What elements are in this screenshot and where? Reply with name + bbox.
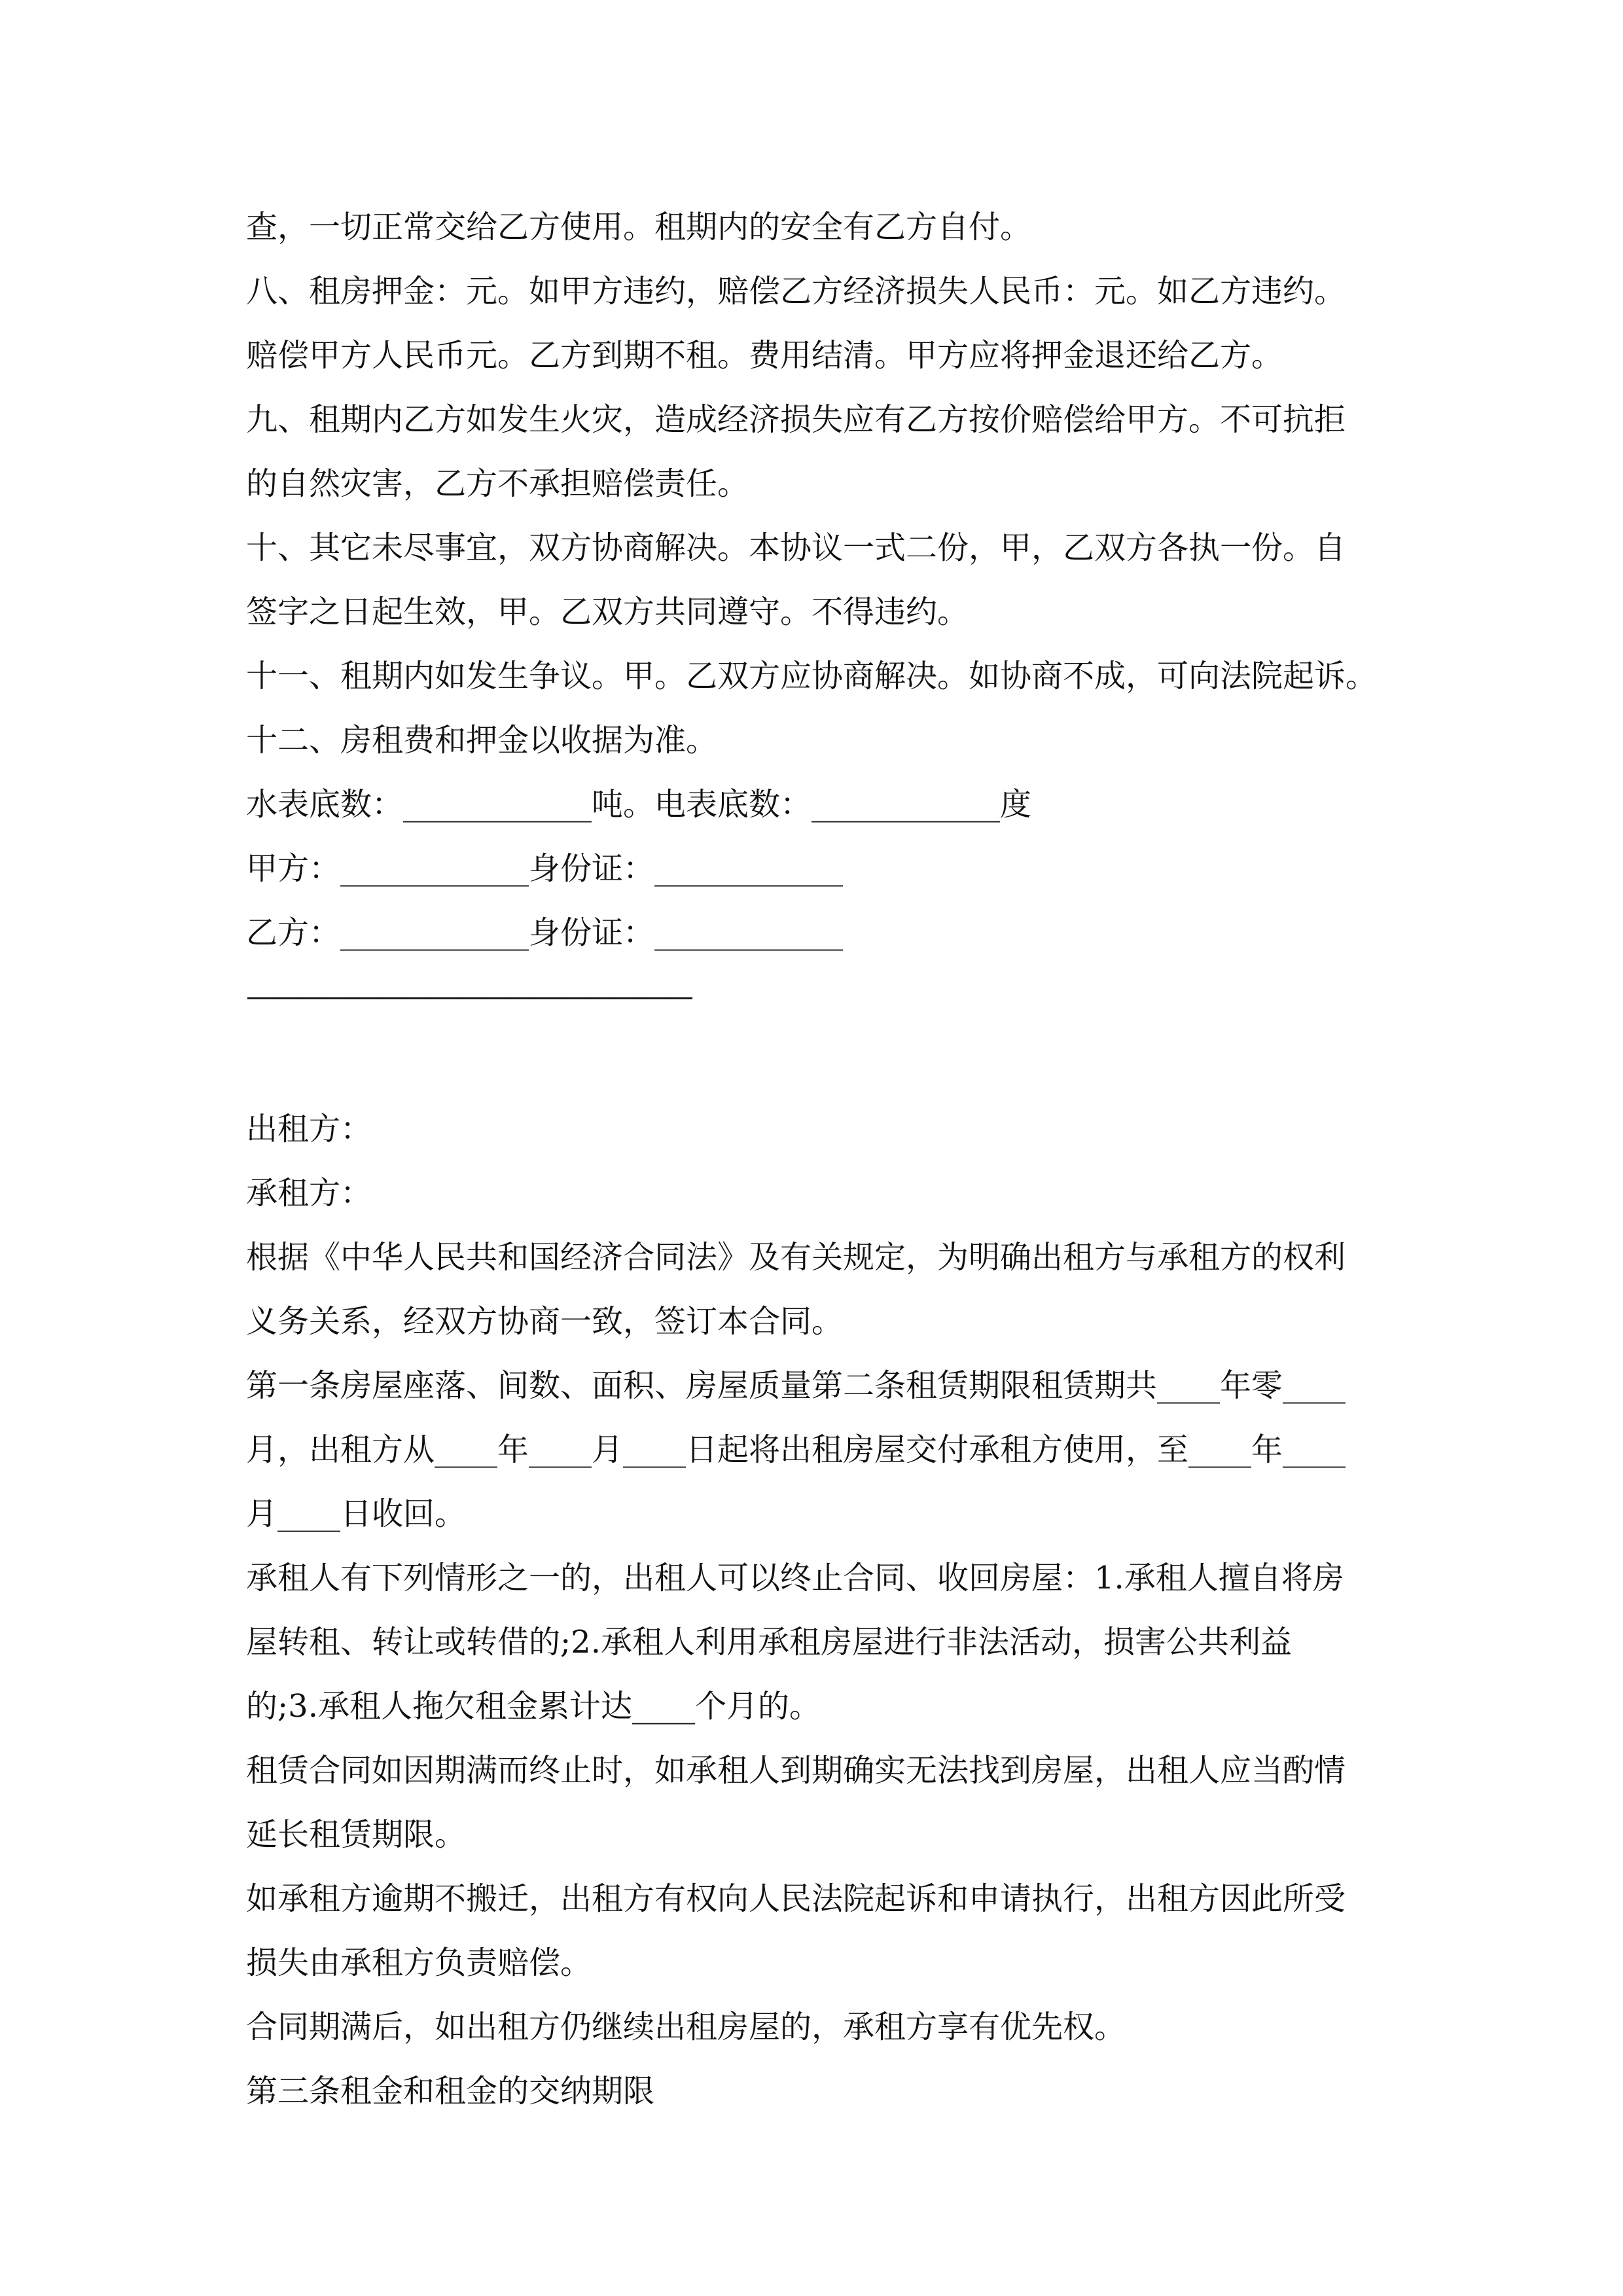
clause-9-line-2: 的自然灾害，乙方不承担赔偿责任。 bbox=[246, 465, 749, 502]
clause-10-line-2: 签字之日起生效，甲。乙双方共同遵守。不得违约。 bbox=[246, 594, 969, 630]
overdue-line-2: 损失由承租方负责赔偿。 bbox=[246, 1945, 592, 1981]
clause-8-line-2: 赔偿甲方人民币元。乙方到期不租。费用结清。甲方应将押金退还给乙方。 bbox=[246, 337, 1283, 374]
preamble-line-2: 义务关系，经双方协商一致，签订本合同。 bbox=[246, 1303, 844, 1340]
lessee-label: 承租方： bbox=[246, 1175, 372, 1211]
contract-body bbox=[246, 195, 1424, 2123]
clause-12: 十二、房租费和押金以收据为准。 bbox=[246, 722, 718, 759]
clause-8-line-1: 八、租房押金：元。如甲方违约，赔偿乙方经济损失人民币：元。如乙方违约。 bbox=[246, 273, 1346, 310]
text-line: 查，一切正常交给乙方使用。租期内的安全有乙方自付。 bbox=[246, 209, 1032, 245]
article-1-2-line-3: 月____日收回。 bbox=[246, 1496, 467, 1532]
termination-line-3: 的;3.承租人拖欠租金累计达____个月的。 bbox=[246, 1688, 821, 1725]
clause-11: 十一、租期内如发生争议。甲。乙双方应协商解决。如协商不成，可向法院起诉。 bbox=[246, 658, 1378, 694]
termination-line-1: 承租人有下列情形之一的，出租人可以终止合同、收回房屋：1.承租人擅自将房 bbox=[246, 1560, 1344, 1596]
party-a-signature: 甲方：____________身份证：____________ bbox=[246, 850, 844, 887]
meter-readings: 水表底数：____________吨。电表底数：____________度 bbox=[246, 786, 1032, 823]
clause-10-line-1: 十、其它未尽事宜，双方协商解决。本协议一式二份，甲，乙双方各执一份。自 bbox=[246, 529, 1346, 566]
extension-line-2: 延长租赁期限。 bbox=[246, 1816, 467, 1853]
preamble-line-1: 根据《中华人民共和国经济合同法》及有关规定，为明确出租方与承租方的权利 bbox=[246, 1239, 1346, 1276]
termination-line-2: 屋转租、转让或转借的;2.承租人利用承租房屋进行非法活动，损害公共利益 bbox=[246, 1624, 1292, 1660]
extension-line-1: 租赁合同如因期满而终止时，如承租人到期确实无法找到房屋，出租人应当酌情 bbox=[246, 1752, 1346, 1789]
overdue-line-1: 如承租方逾期不搬迁，出租方有权向人民法院起诉和申请执行，出租方因此所受 bbox=[246, 1880, 1346, 1917]
article-3-heading: 第三条租金和租金的交纳期限 bbox=[246, 2073, 655, 2109]
separator-line: ————————————————— bbox=[246, 980, 691, 1013]
lessor-label: 出租方： bbox=[246, 1111, 372, 1147]
party-b-signature: 乙方：____________身份证：____________ bbox=[246, 914, 844, 951]
clause-9-line-1: 九、租期内乙方如发生火灾，造成经济损失应有乙方按价赔偿给甲方。不可抗拒 bbox=[246, 401, 1346, 438]
priority-right: 合同期满后，如出租方仍继续出租房屋的，承租方享有优先权。 bbox=[246, 2009, 1126, 2045]
spacer bbox=[246, 1037, 1424, 1097]
article-1-2-line-1: 第一条房屋座落、间数、面积、房屋质量第二条租赁期限租赁期共____年零____ bbox=[246, 1367, 1346, 1404]
article-1-2-line-2: 月，出租方从____年____月____日起将出租房屋交付承租方使用，至____年____ bbox=[246, 1431, 1346, 1468]
